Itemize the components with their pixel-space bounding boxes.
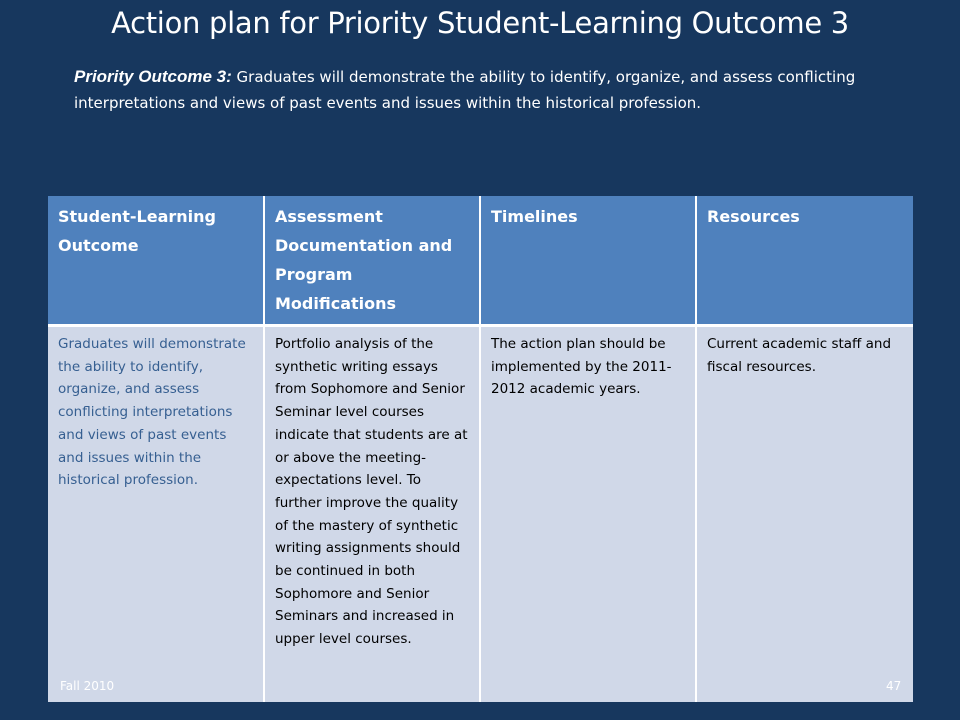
table-row [48, 326, 913, 703]
table-header-row [48, 196, 913, 326]
header-timelines: Timelines [480, 196, 696, 326]
priority-outcome-label: Priority Outcome 3: [74, 67, 232, 86]
action-plan-table [48, 196, 913, 702]
header-student-learning-outcome: Student-Learning Outcome [48, 196, 264, 326]
cell-assessment: Portfolio analysis of the synthetic writing essays from Sophomore and Senior Seminar level courses indicate that students are at or above the meeting-expectations level. To further improve the quality of the mastery of synthetic writing assignments should be continued in both Sophomore and Senior Seminars and increased in upper level courses. [264, 326, 480, 703]
header-resources: Resources [696, 196, 913, 326]
footer-page-number: 47 [886, 679, 902, 693]
cell-outcome: Graduates will demonstrate the ability to identify, organize, and assess conflicting interpretations and views of past events and issues within the historical profession. [48, 326, 264, 703]
cell-timelines: The action plan should be implemented by the 2011-2012 academic years. [480, 326, 696, 703]
header-assessment-documentation: Assessment Documentation and Program Modifications [264, 196, 480, 326]
priority-outcome-text: Graduates will demonstrate the ability to identify, organize, and assess conflicting interpretations and views of past events and issues within the historical profession. [74, 68, 856, 112]
priority-outcome-statement [74, 64, 894, 116]
cell-resources: Current academic staff and fiscal resources. [696, 326, 913, 703]
slide-title: Action plan for Priority Student-Learning Outcome 3 [111, 6, 849, 40]
footer-date: Fall 2010 [60, 679, 115, 693]
